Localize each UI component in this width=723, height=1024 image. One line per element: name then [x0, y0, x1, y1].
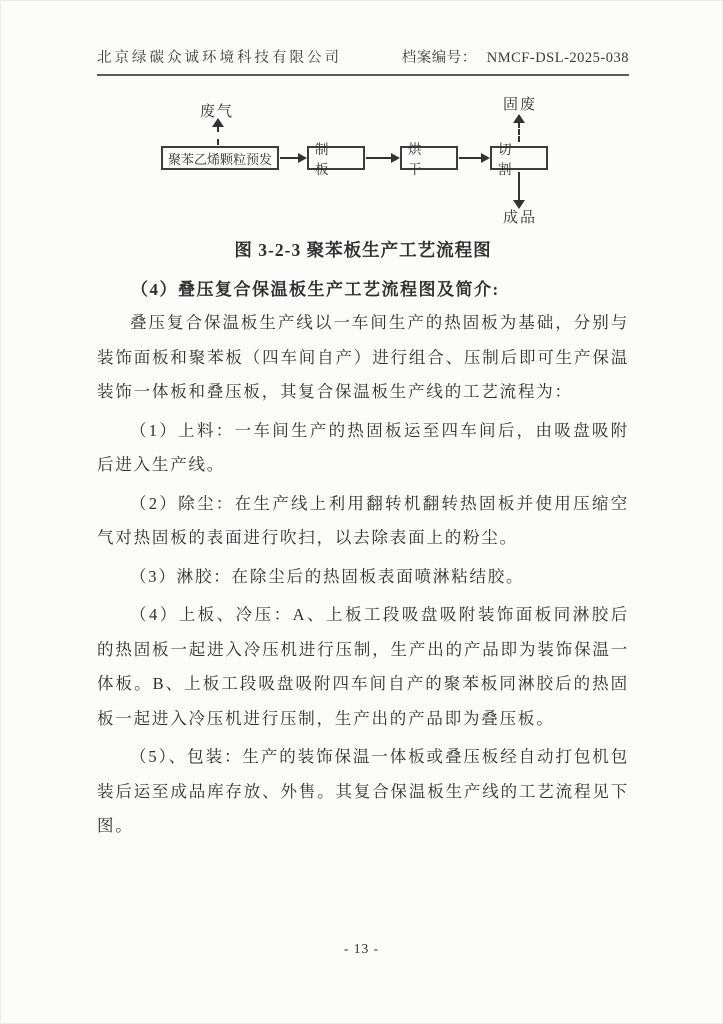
dashed-arrow-up-icon	[518, 122, 520, 142]
flow-box-board-making: 制 板	[307, 146, 365, 170]
page-header	[97, 46, 629, 76]
arrow-right-icon	[366, 157, 398, 159]
paragraph: （4）上板、冷压：A、上板工段吸盘吸附装饰面板同淋胶后的热固板一起进入冷压机进行压制，生产出的产品即为装饰保温一体板。B、上板工段吸盘吸附四车间自产的聚苯板同淋胶后的热固板一起进入冷压机进行压制，生产出的产品即为叠压板。	[97, 605, 629, 728]
figure-caption: 图 3-2-3 聚苯板生产工艺流程图	[234, 240, 492, 260]
flow-box-cutting: 切 割	[490, 146, 548, 170]
archive-label: 档案编号：	[401, 50, 477, 66]
dashed-arrow-up-icon	[217, 126, 219, 145]
finished-product-label: 成品	[503, 210, 538, 226]
solid-waste-label: 固废	[503, 97, 538, 113]
paragraph: （5）、包装：生产的装饰保温一体板或叠压板经自动打包机包装后运至成品库存放、外售。其复合保温板生产线的工艺流程见下图。	[97, 747, 629, 835]
waste-gas-label: 废气	[200, 104, 235, 120]
page-footer	[0, 941, 723, 957]
paragraph: 叠压复合保温板生产线以一车间生产的热固板为基础，分别与装饰面板和聚苯板（四车间自产）进行组合、压制后即可生产保温装饰一体板和叠压板，其复合保温板生产线的工艺流程为：	[97, 313, 629, 401]
page-number: - 13 -	[343, 941, 380, 956]
document-body	[97, 238, 629, 848]
paragraph: （2）除尘：在生产线上利用翻转机翻转热固板并使用压缩空气对热固板的表面进行吹扫，以去除表面上的粉尘。	[97, 493, 629, 547]
archive-number: NMCF-DSL-2025-038	[486, 50, 629, 66]
flow-box-drying: 烘 干	[400, 146, 458, 170]
arrow-right-icon	[280, 157, 305, 159]
section-heading: （4）叠压复合保温板生产工艺流程图及简介:	[131, 280, 500, 299]
flow-box-pre-expansion: 聚苯乙烯颗粒预发	[161, 146, 279, 170]
arrow-right-icon	[459, 157, 488, 159]
arrow-down-icon	[518, 172, 520, 201]
paragraph: （3）淋胶：在除尘后的热固板表面喷淋粘结胶。	[130, 566, 525, 586]
archive-number-field	[402, 46, 629, 67]
company-name: 北京绿碳众诚环境科技有限公司	[97, 50, 342, 66]
paragraph: （1）上料：一车间生产的热固板运至四车间后，由吸盘吸附后进入生产线。	[97, 420, 629, 474]
process-flow-diagram	[97, 93, 629, 233]
